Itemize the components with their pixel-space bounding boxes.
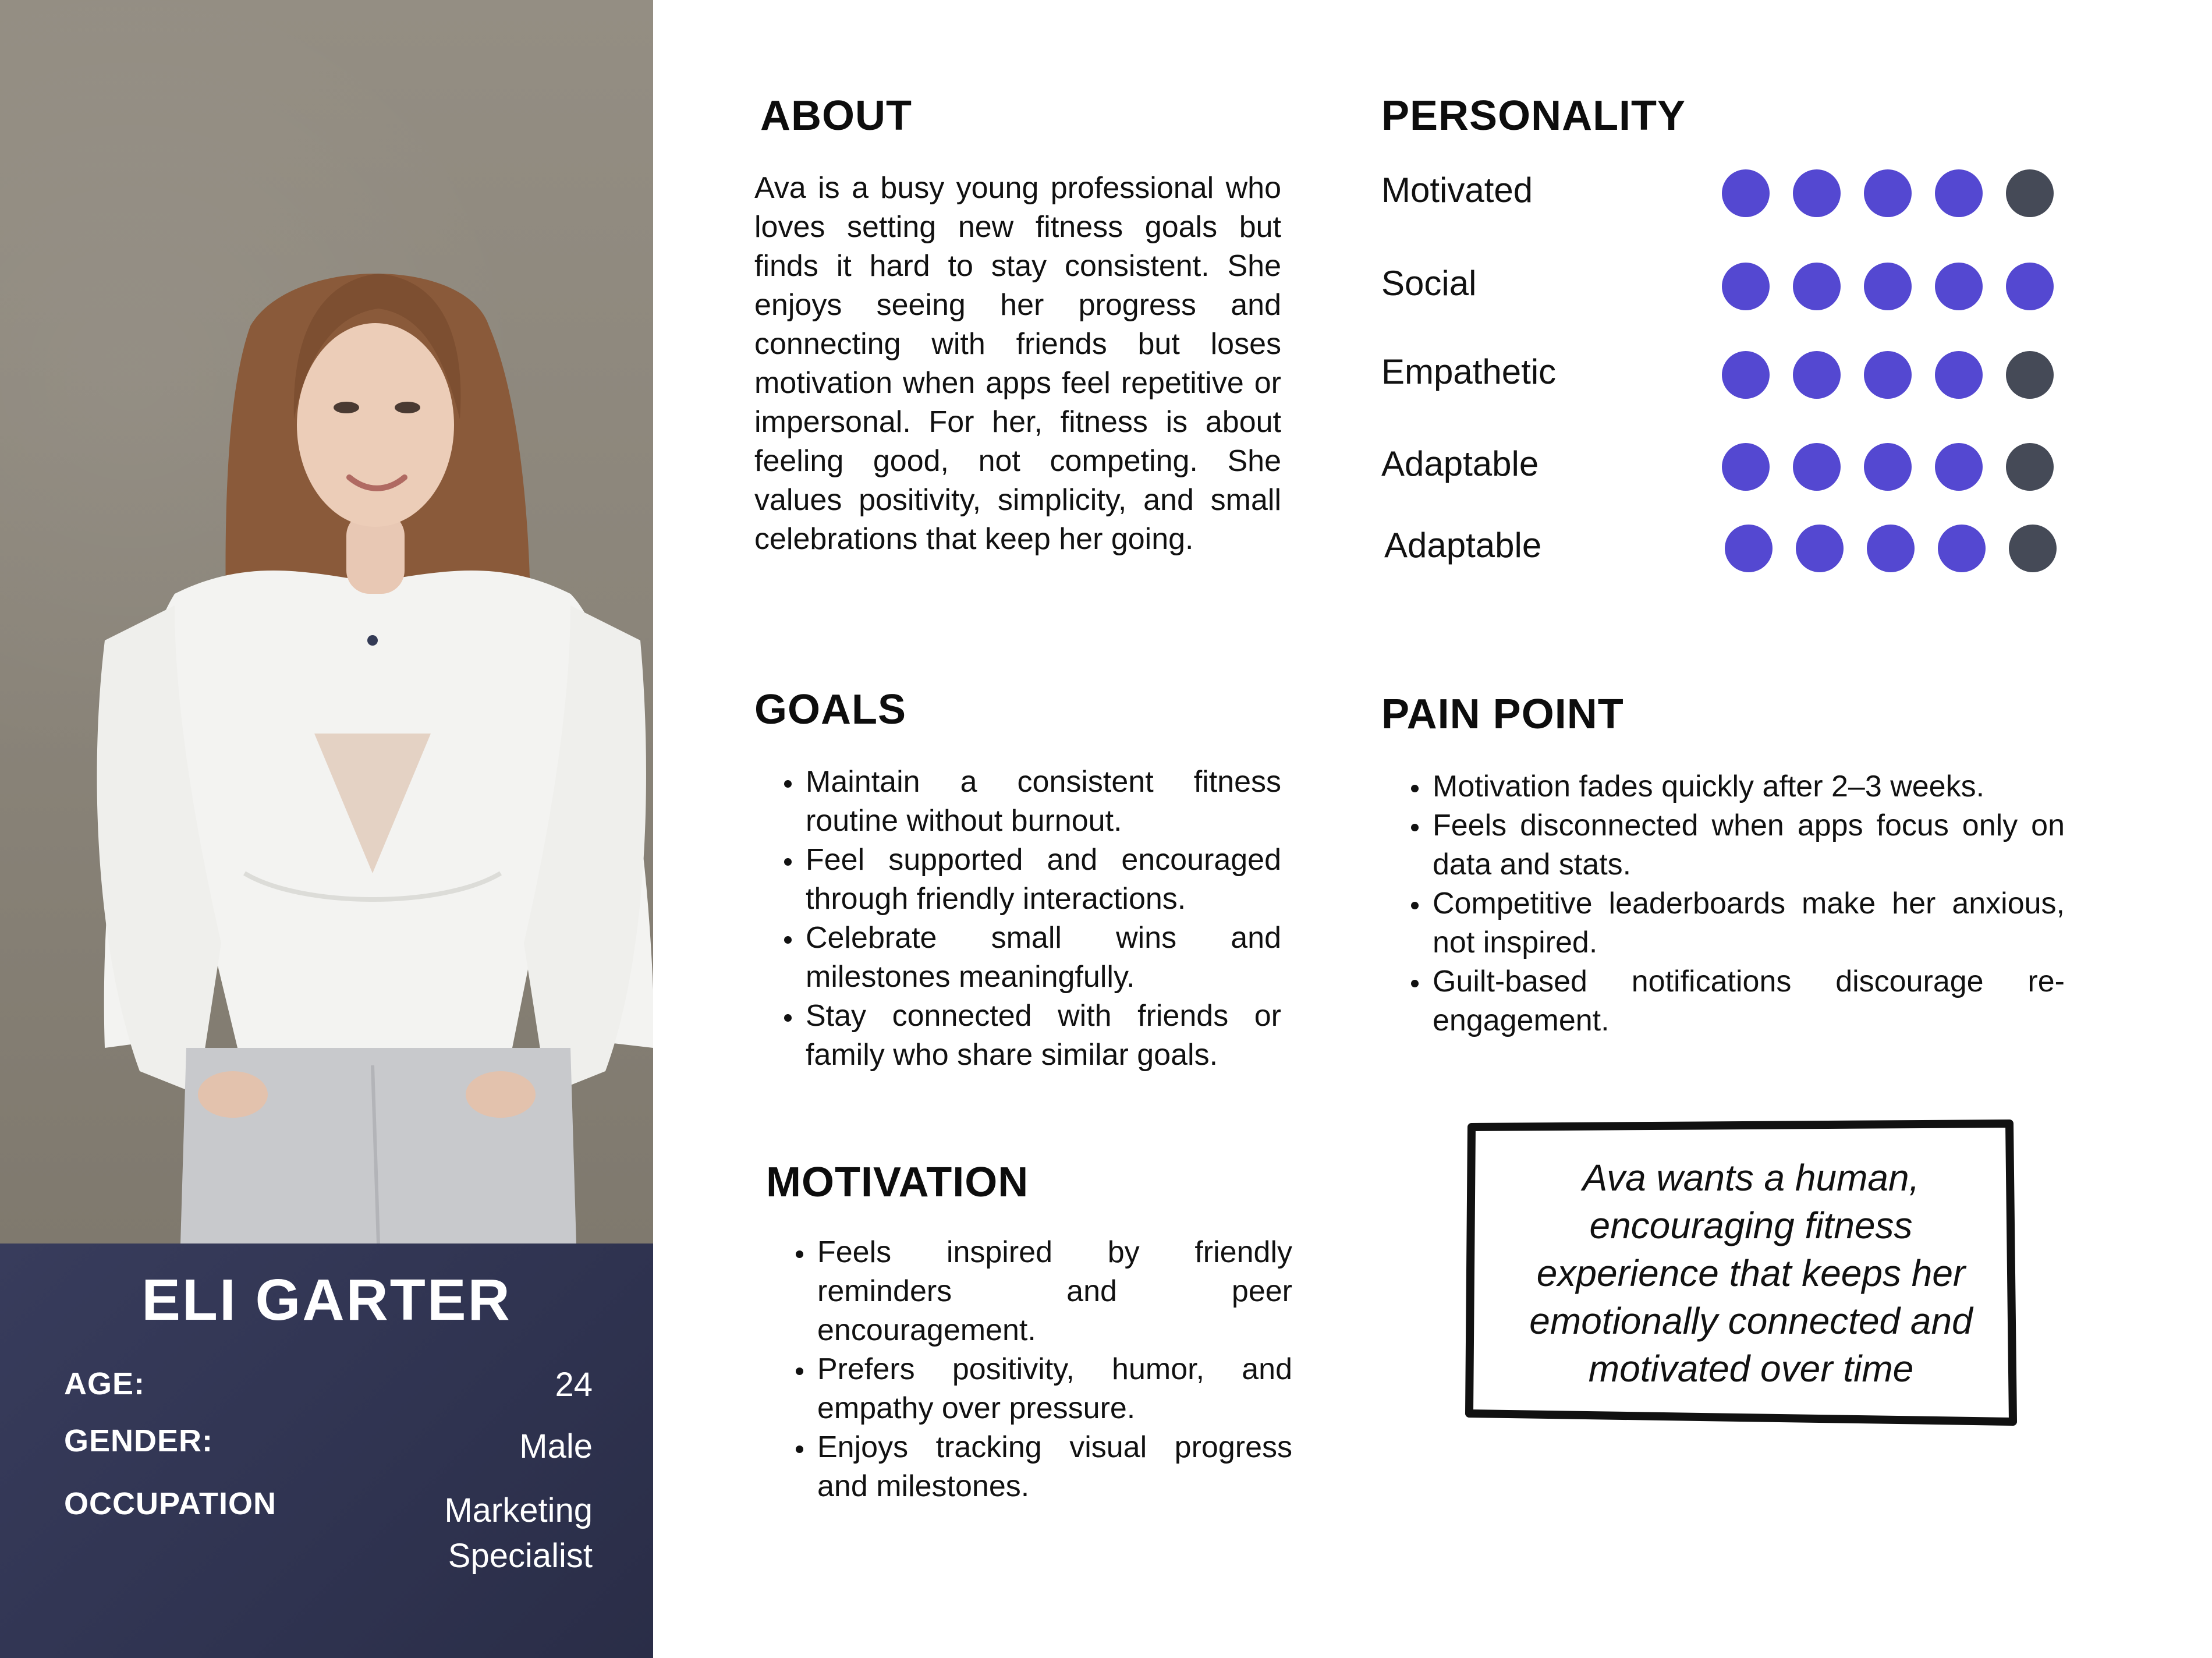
motivation-title: MOTIVATION — [766, 1159, 1029, 1206]
pain-point-title: PAIN POINT — [1381, 691, 1624, 738]
personality-title: PERSONALITY — [1381, 93, 1686, 139]
trait-rating — [1725, 522, 2068, 574]
rating-dot-filled — [1796, 525, 1844, 572]
rating-dot-filled — [1935, 351, 1983, 399]
pain-points-list — [1381, 767, 2065, 1040]
about-text: Ava is a busy young professional who loves setting new fitness goals but finds it hard to stay consistent. She enjoys seeing her progress and connecting with friends but loses motivation when apps feel repetitive or impersonal. For her, fitness is about feeling good, not competing. She values positivity, simplicity, and small celebrations that keep her going. — [754, 171, 1281, 556]
persona-portrait-illustration — [0, 0, 653, 1244]
rating-dot-filled — [2006, 263, 2054, 310]
trait-row — [1384, 522, 2065, 580]
gender-value: Male — [519, 1427, 593, 1465]
list-item: • Feels disconnected when apps focus only on data and stats. — [1430, 806, 2065, 884]
quote-box — [1460, 1119, 2022, 1427]
trait-label: Empathetic — [1381, 352, 1557, 391]
gender-label: GENDER: — [64, 1423, 214, 1458]
goals-title: GOALS — [754, 686, 907, 733]
rating-dot-filled — [1864, 443, 1912, 491]
age-value: 24 — [555, 1366, 593, 1404]
rating-dot-filled — [1867, 525, 1915, 572]
trait-row — [1381, 260, 2062, 318]
rating-dot-filled — [1725, 525, 1773, 572]
rating-dot-empty — [2006, 169, 2054, 217]
trait-label: Adaptable — [1384, 526, 1542, 565]
rating-dot-empty — [2006, 351, 2054, 399]
trait-label: Social — [1381, 264, 1477, 303]
rating-dot-filled — [1722, 443, 1770, 491]
motivation-list — [766, 1233, 1292, 1506]
age-label: AGE: — [64, 1366, 145, 1401]
trait-rating — [1722, 166, 2065, 219]
persona-photo — [0, 0, 653, 1244]
rating-dot-filled — [1935, 443, 1983, 491]
trait-row — [1381, 440, 2062, 498]
trait-rating — [1722, 348, 2065, 401]
trait-label: Adaptable — [1381, 444, 1539, 483]
rating-dot-empty — [2006, 443, 2054, 491]
rating-dot-empty — [2009, 525, 2057, 572]
list-item: • Maintain a consistent fitness routine without burnout. — [803, 763, 1281, 841]
trait-rating — [1722, 440, 2065, 493]
rating-dot-filled — [1793, 169, 1841, 217]
list-item: • Enjoys tracking visual progress and milestones. — [815, 1428, 1292, 1506]
rating-dot-filled — [1864, 263, 1912, 310]
rating-dot-filled — [1864, 351, 1912, 399]
trait-rating — [1722, 260, 2065, 312]
rating-dot-filled — [1722, 351, 1770, 399]
trait-row — [1381, 348, 2062, 406]
goals-list — [754, 763, 1281, 1075]
rating-dot-filled — [1722, 263, 1770, 310]
profile-card — [0, 1244, 653, 1658]
rating-dot-filled — [1935, 169, 1983, 217]
about-title: ABOUT — [760, 93, 912, 139]
occupation-label: OCCUPATION — [64, 1486, 276, 1521]
trait-row — [1381, 166, 2062, 225]
list-item: • Feel supported and encouraged through friendly interactions. — [803, 841, 1281, 919]
quote-text: Ava wants a human, encouraging fitness experience that keeps her emotionally connected and motivated over time — [1529, 1157, 1973, 1390]
rating-dot-filled — [1793, 351, 1841, 399]
occupation-value: Marketing Specialist — [444, 1492, 593, 1575]
list-item: • Motivation fades quickly after 2–3 weeks. — [1430, 767, 2065, 806]
rating-dot-filled — [1938, 525, 1986, 572]
list-item: • Celebrate small wins and milestones meaningfully. — [803, 919, 1281, 997]
list-item: • Guilt-based notifications discourage re-engagement. — [1430, 962, 2065, 1040]
trait-label: Motivated — [1381, 171, 1533, 210]
rating-dot-filled — [1935, 263, 1983, 310]
rating-dot-filled — [1864, 169, 1912, 217]
list-item: • Competitive leaderboards make her anxious, not inspired. — [1430, 884, 2065, 962]
rating-dot-filled — [1722, 169, 1770, 217]
list-item: • Prefers positivity, humor, and empathy over pressure. — [815, 1350, 1292, 1428]
rating-dot-filled — [1793, 263, 1841, 310]
list-item: • Feels inspired by friendly reminders and peer encouragement. — [815, 1233, 1292, 1350]
list-item: • Stay connected with friends or family who share similar goals. — [803, 997, 1281, 1075]
persona-name: ELI GARTER — [141, 1267, 512, 1333]
rating-dot-filled — [1793, 443, 1841, 491]
